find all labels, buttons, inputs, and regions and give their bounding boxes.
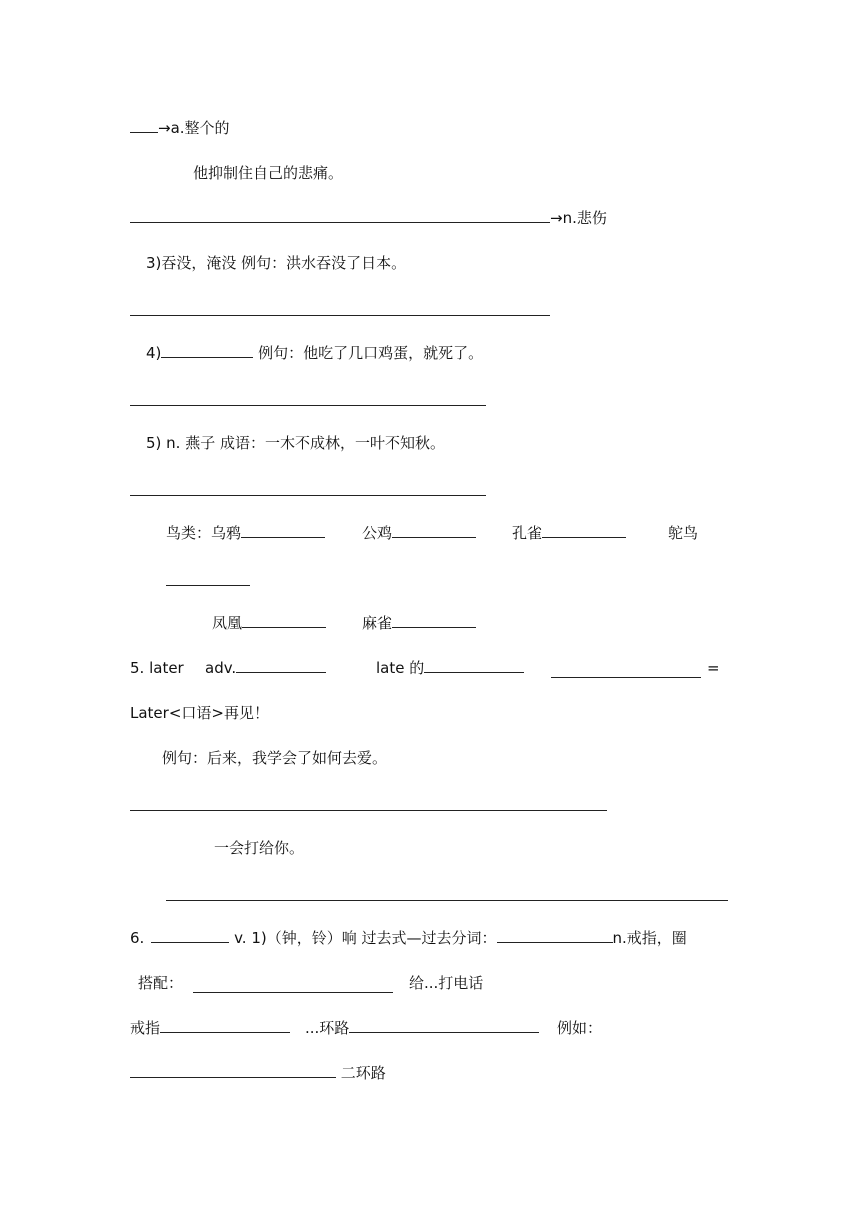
collocation-call: 给...打电话 bbox=[409, 974, 484, 992]
answer-line[interactable] bbox=[166, 585, 250, 586]
answer-line[interactable] bbox=[130, 495, 486, 496]
answer-blank[interactable] bbox=[349, 1018, 539, 1033]
line-grief-noun bbox=[130, 208, 607, 228]
answer-line[interactable] bbox=[166, 900, 728, 901]
birds-item bbox=[362, 613, 476, 633]
late-comparative bbox=[376, 658, 524, 678]
item-4 bbox=[146, 343, 483, 363]
bird-peacock: 孔雀 bbox=[512, 524, 543, 542]
item-5-swallow-bird: 5) n. 燕子 成语：一木不成林，一叶不知秋。 bbox=[146, 434, 445, 452]
answer-blank[interactable] bbox=[542, 523, 626, 538]
answer-blank[interactable] bbox=[130, 208, 550, 223]
answer-blank[interactable] bbox=[130, 1063, 336, 1078]
bird-sparrow: 麻雀 bbox=[362, 614, 393, 632]
answer-blank[interactable] bbox=[151, 928, 229, 943]
birds-item bbox=[512, 523, 626, 543]
example-label: 例如： bbox=[557, 1019, 603, 1037]
later-word: 5. later bbox=[130, 659, 184, 677]
line-text: v. 1)（钟，铃）响 过去式—过去分词： bbox=[229, 929, 497, 947]
birds-label: 鸟类： bbox=[166, 524, 212, 542]
answer-blank[interactable] bbox=[161, 343, 253, 358]
birds-item bbox=[212, 613, 326, 633]
answer-line[interactable] bbox=[130, 405, 486, 406]
answer-blank[interactable] bbox=[236, 658, 326, 673]
bird-rooster: 公鸡 bbox=[362, 524, 393, 542]
answer-blank[interactable] bbox=[392, 523, 476, 538]
birds-row bbox=[166, 523, 325, 543]
line-text: adv. bbox=[205, 659, 237, 677]
example-sentence-love: 例句：后来，我学会了如何去爱。 bbox=[162, 749, 388, 767]
ring-noun bbox=[130, 1018, 290, 1038]
answer-blank[interactable] bbox=[497, 928, 613, 943]
answer-blank[interactable] bbox=[392, 613, 476, 628]
answer-blank[interactable] bbox=[424, 658, 524, 673]
later-colloquial: Later<口语>再见！ bbox=[130, 704, 269, 722]
example-sentence-grief: 他抑制住自己的悲痛。 bbox=[193, 164, 344, 182]
line-text: 二环路 bbox=[336, 1064, 386, 1082]
answer-line[interactable] bbox=[130, 315, 550, 316]
line-text: 例句：他吃了几口鸡蛋，就死了。 bbox=[253, 344, 484, 362]
answer-blank[interactable] bbox=[160, 1018, 290, 1033]
ring-road bbox=[305, 1018, 539, 1038]
collocation-label: 搭配： bbox=[138, 974, 184, 992]
answer-blank[interactable] bbox=[241, 523, 325, 538]
line-text: →a.整个的 bbox=[158, 119, 230, 137]
birds-item bbox=[362, 523, 476, 543]
bird-phoenix: 凤凰 bbox=[212, 614, 243, 632]
item-number: 4) bbox=[146, 344, 162, 362]
answer-blank[interactable] bbox=[242, 613, 326, 628]
answer-line[interactable] bbox=[130, 810, 607, 811]
line-whole-adj bbox=[130, 118, 230, 138]
item-number: 6. bbox=[130, 929, 145, 947]
answer-line[interactable] bbox=[551, 677, 701, 678]
second-ring-road bbox=[130, 1063, 386, 1083]
bird-crow: 乌鸦 bbox=[211, 524, 242, 542]
answer-line[interactable] bbox=[193, 992, 393, 993]
item-6-ring bbox=[130, 928, 687, 948]
example-sentence-call: 一会打给你。 bbox=[214, 839, 305, 857]
bird-ostrich: 鸵鸟 bbox=[668, 524, 699, 542]
line-text: n.戒指，圈 bbox=[612, 929, 687, 947]
line-text: 戒指 bbox=[130, 1019, 161, 1037]
answer-blank[interactable] bbox=[130, 118, 158, 133]
later-adv bbox=[205, 658, 326, 678]
line-text: ...环路 bbox=[305, 1019, 350, 1037]
item-3-swallow: 3)吞没，淹没 例句：洪水吞没了日本。 bbox=[146, 254, 407, 272]
line-text: late 的 bbox=[376, 659, 425, 677]
line-text: →n.悲伤 bbox=[550, 209, 607, 227]
equals-sign: = bbox=[707, 659, 720, 677]
